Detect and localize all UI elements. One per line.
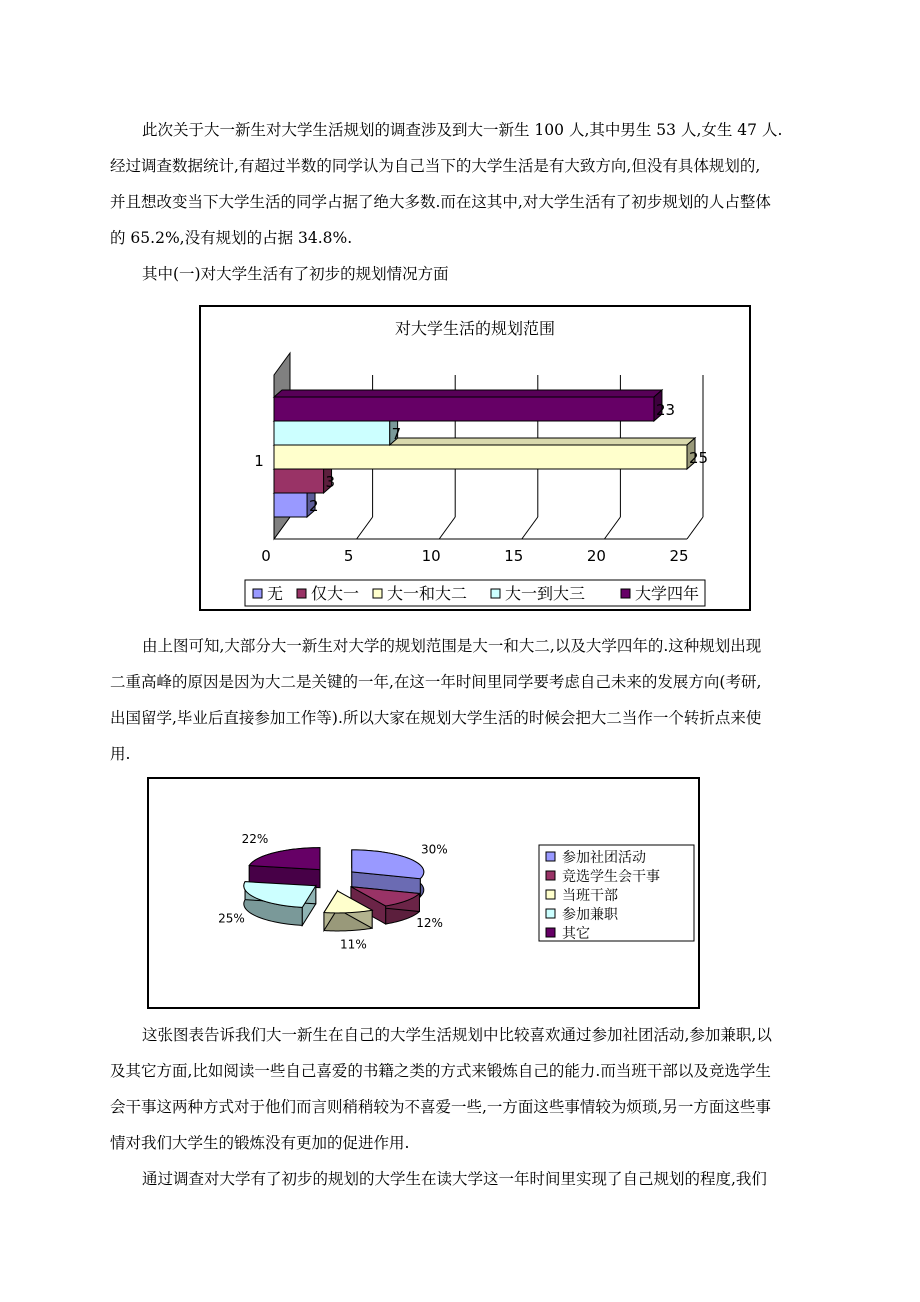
legend-swatch [491,589,500,598]
bar-data-label: 25 [689,449,709,467]
pie-slice-参加兼职 [244,882,316,926]
legend-swatch [297,589,306,598]
bar-legend [245,580,705,606]
bar-data-label: 23 [655,401,676,419]
pie-percent-label: 25% [218,911,245,926]
text-line: 此次关于大一新生对大学生活规划的调查涉及到大一新生 100 人,其中男生 53 人,女生 47 人. [142,121,783,139]
pie-slice-其它 [249,848,320,888]
x-tick-label: 10 [421,547,441,565]
text-line: 由上图可知,大部分大一新生对大学的规划范围是大一和大二,以及大学四年的.这种规划出现 [142,637,762,655]
bar-data-label: 3 [325,473,336,491]
text-line: 其中(一)对大学生活有了初步的规划情况方面 [142,265,449,283]
legend-swatch [546,890,555,899]
paragraph-conclusion-start [110,1161,812,1197]
text-line: 情对我们大学生的锻炼没有更加的促进作用. [110,1134,410,1152]
y-category-label: 1 [254,452,264,470]
legend-label: 当班干部 [562,888,618,904]
pie-percent-label: 11% [340,937,367,952]
legend-label: 其它 [562,926,590,942]
text-line: 及其它方面,比如阅读一些自己喜爱的书籍之类的方式来锻炼自己的能力.而当班干部以及竞选学生 [110,1062,771,1080]
text-line: 会干事这两种方式对于他们而言则稍稍较为不喜爱一些,一方面这些事情较为烦琐,另一方面这些事 [110,1098,771,1116]
legend-swatch [546,909,555,918]
bar-data-label: 7 [391,425,402,443]
bar-data-label: 2 [309,497,319,515]
paragraph-bar-analysis [110,628,812,772]
legend-label: 仅大一 [311,584,360,603]
bar-仅大一 [274,469,324,493]
legend-swatch [546,871,555,880]
text-line: 这张图表告诉我们大一新生在自己的大学生活规划中比较喜欢通过参加社团活动,参加兼职,以 [142,1026,772,1044]
text-line: 经过调查数据统计,有超过半数的同学认为自己当下的大学生活是有大致方向,但没有具体规划的, [110,157,761,175]
bar-top [274,390,662,397]
legend-swatch [546,928,555,937]
text-line: 并且想改变当下大学生活的同学占据了绝大多数.而在这其中,对大学生活有了初步规划的人占整体 [110,193,771,211]
pie-chart [149,779,698,1007]
x-tick-label: 20 [586,547,606,565]
legend-label: 参加社团活动 [562,850,646,866]
legend-label: 竞选学生会干事 [562,869,660,885]
legend-swatch [546,852,555,861]
legend-label: 大一和大二 [387,584,468,603]
pie-percent-label: 22% [241,831,269,846]
legend-swatch [621,589,630,598]
bar-无 [274,493,307,517]
bar-大学四年 [274,397,654,421]
legend-label: 大一到大三 [505,584,586,603]
paragraph-survey-intro [110,112,812,256]
bar-chart-frame [199,305,751,611]
legend-swatch [253,589,262,598]
paragraph-pie-analysis [110,1017,812,1161]
text-line: 二重高峰的原因是因为大二是关键的一年,在这一年时间里同学要考虑自己未来的发展方向(考研, [110,673,762,691]
gridline-floor [439,517,455,539]
gridline-floor [522,517,538,539]
paragraph-section-heading [110,256,812,292]
text-line: 的 65.2%,没有规划的占据 34.8%. [110,229,353,247]
x-tick-label: 15 [504,547,524,565]
gridline-floor [687,517,703,539]
x-tick-label: 25 [669,547,689,565]
legend-swatch [373,589,382,598]
pie-chart-frame [147,777,700,1009]
pie-legend [539,845,694,942]
pie-percent-label: 30% [420,842,448,857]
pie-slice-top [249,848,320,870]
bar-chart [201,307,749,609]
x-tick-label: 0 [261,547,271,565]
legend-label: 无 [267,584,284,603]
text-line: 用. [110,745,131,763]
pie-percent-label: 12% [416,916,443,931]
legend-label: 大学四年 [635,584,700,603]
text-line: 出国留学,毕业后直接参加工作等).所以大家在规划大学生活的时候会把大二当作一个转折点来使 [110,709,762,727]
bar-大一到大三 [274,421,390,445]
chart-title: 对大学生活的规划范围 [394,319,556,338]
bar-大一和大二 [274,445,687,469]
legend-label: 参加兼职 [562,907,618,923]
gridline-floor [357,517,373,539]
text-line: 通过调查对大学有了初步的规划的大学生在读大学这一年时间里实现了自己规划的程度,我们 [142,1170,767,1188]
x-tick-label: 5 [343,547,354,565]
gridline-floor [604,517,620,539]
